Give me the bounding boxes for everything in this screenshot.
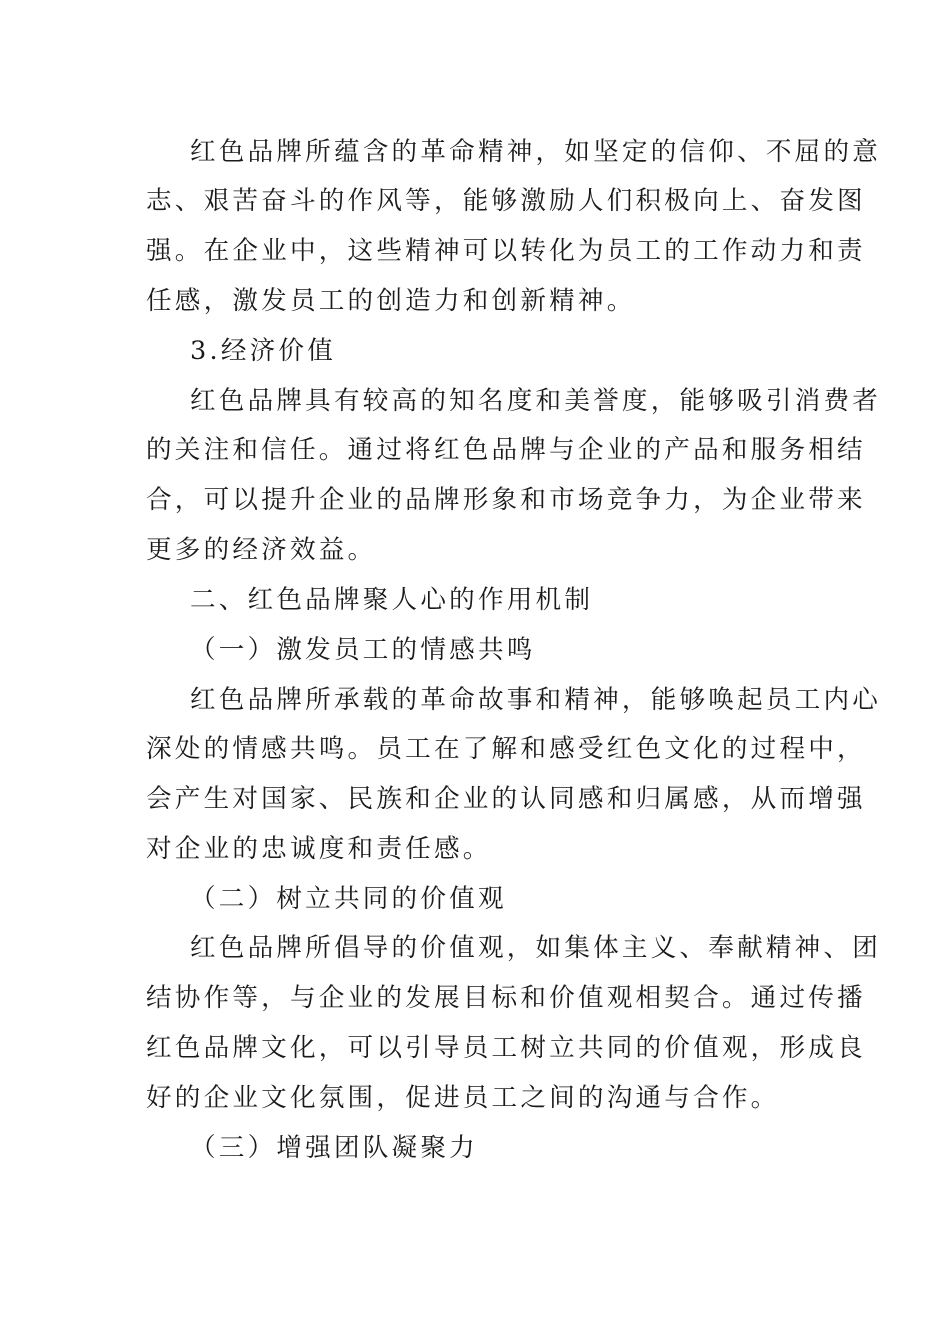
paragraph-line: 深处的情感共鸣。员工在了解和感受红色文化的过程中， <box>146 734 866 764</box>
subsection-heading: （二）树立共同的价值观 <box>190 884 507 914</box>
paragraph-line: 志、艰苦奋斗的作风等，能够激励人们积极向上、奋发图 <box>146 186 866 216</box>
section-heading: 3.经济价值 <box>190 336 336 366</box>
paragraph-line: 红色品牌所蕴含的革命精神，如坚定的信仰、不屈的意 <box>190 137 882 167</box>
section-heading: 二、红色品牌聚人心的作用机制 <box>190 585 594 615</box>
subsection-heading: （一）激发员工的情感共鸣 <box>190 635 536 665</box>
paragraph-line: 红色品牌所承载的革命故事和精神，能够唤起员工内心 <box>190 685 882 715</box>
paragraph-line: 的关注和信任。通过将红色品牌与企业的产品和服务相结 <box>146 435 866 465</box>
paragraph-line: 任感，激发员工的创造力和创新精神。 <box>146 286 636 316</box>
paragraph-line: 红色品牌所倡导的价值观，如集体主义、奉献精神、团 <box>190 933 882 963</box>
paragraph-line: 红色品牌具有较高的知名度和美誉度，能够吸引消费者 <box>190 386 882 416</box>
paragraph-line: 合，可以提升企业的品牌形象和市场竞争力，为企业带来 <box>146 485 866 515</box>
subsection-heading: （三）增强团队凝聚力 <box>190 1133 478 1163</box>
paragraph-line: 会产生对国家、民族和企业的认同感和归属感，从而增强 <box>146 784 866 814</box>
paragraph-line: 好的企业文化氛围，促进员工之间的沟通与合作。 <box>146 1083 780 1113</box>
paragraph-line: 强。在企业中，这些精神可以转化为员工的工作动力和责 <box>146 236 866 266</box>
paragraph-line: 结协作等，与企业的发展目标和价值观相契合。通过传播 <box>146 983 866 1013</box>
paragraph-line: 对企业的忠诚度和责任感。 <box>146 834 492 864</box>
paragraph-line: 红色品牌文化，可以引导员工树立共同的价值观，形成良 <box>146 1033 866 1063</box>
paragraph-line: 更多的经济效益。 <box>146 535 377 565</box>
